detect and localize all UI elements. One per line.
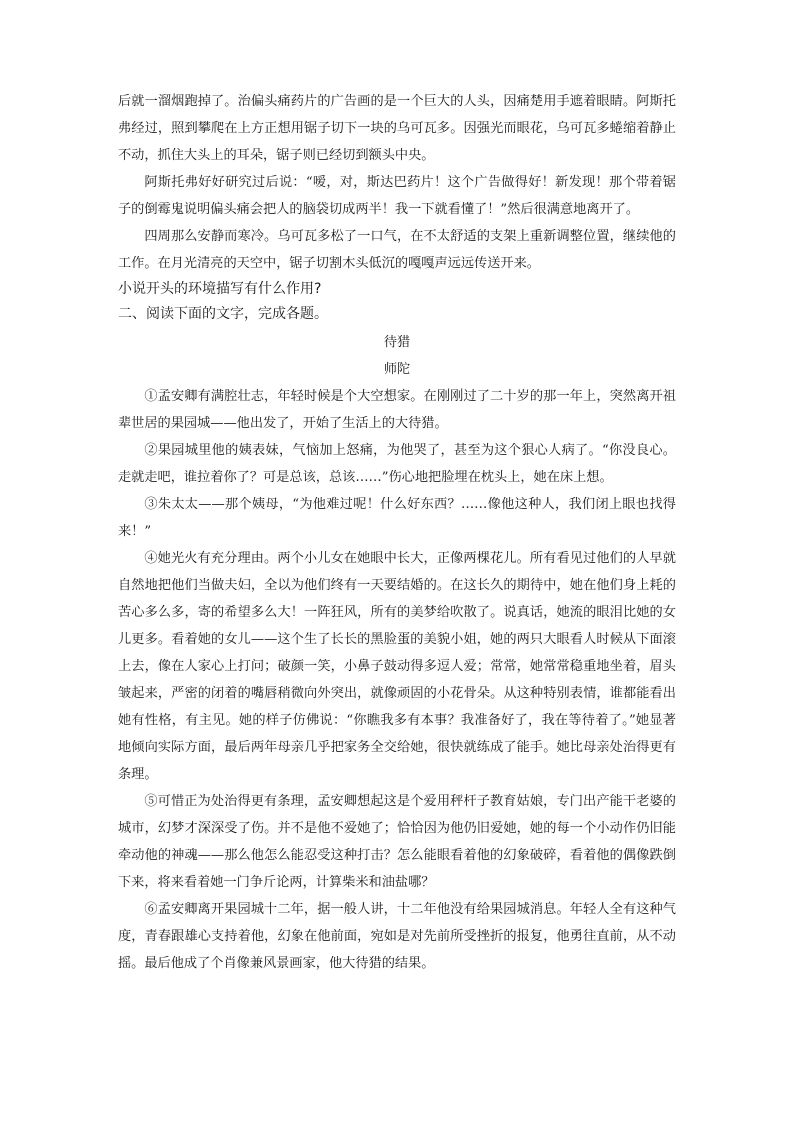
passage2-paragraph-5: ⑤可惜正为处治得更有条理，孟安卿想起这是个爱用秤杆子教育姑娘，专门出产能干老婆的城市，幻梦才深深受了伤。并不是他不爱她了；恰恰因为他仍旧爱她，她的每一个小动作仍旧能牵动他的神魂——那么他怎么能忍受这种打击？怎么能眼看着他的幻象破碎，看着他的偶像跌倒下来，将来看着她一门争斤论两，计算柴米和油盐哪？ bbox=[118, 794, 676, 890]
passage1-paragraph-3: 四周那么安静而寒冷。乌可瓦多松了一口气，在不太舒适的支架上重新调整位置，继续他的工作。在月光清亮的天空中，锯子切割木头低沉的嘎嘎声远远传送开来。 bbox=[118, 229, 676, 271]
question-1: 小说开头的环境描写有什么作用? bbox=[118, 281, 322, 297]
passage1-paragraph-1: 后就一溜烟跑掉了。治偏头痛药片的广告画的是一个巨大的人头，因痛楚用手遮着眼睛。阿斯托弗经过，照到攀爬在上方正想用锯子切下一块的乌可瓦多。因强光而眼花，乌可瓦多蜷缩着静止不动，抓住大头上的耳朵，锯子则已经切到额头中央。 bbox=[118, 94, 676, 163]
document-page bbox=[118, 88, 676, 977]
passage2-paragraph-2: ②果园城里他的姨表妹，气恼加上怒痛，为他哭了，甚至为这个狠心人病了。“你没良心。走就走吧，谁拉着你了？可是总该，总该……”伤心地把脸埋在枕头上，她在床上想。 bbox=[118, 443, 676, 485]
passage1-paragraph-2: 阿斯托弗好好研究过后说：“嗳，对，斯达巴药片！这个广告做得好！新发现！那个带着锯子的倒霉鬼说明偏头痛会把人的脑袋切成两半！我一下就看懂了！”然后很满意地离开了。 bbox=[118, 175, 676, 217]
passage2-paragraph-6: ⑥孟安卿离开果园城十二年，据一般人讲，十二年他没有给果园城消息。年轻人全有这种气度，青春跟雄心支持着他，幻象在他前面，宛如是对先前所受挫折的报复，他勇往直前，从不动摇。最后他成了个肖像兼风景画家，他大待猎的结果。 bbox=[118, 902, 676, 971]
passage2-paragraph-1: ①孟安卿有满腔壮志，年轻时候是个大空想家。在刚刚过了二十岁的那一年上，突然离开祖辈世居的果园城——他出发了，开始了生活上的大待猎。 bbox=[118, 389, 676, 431]
story-title: 待猎 bbox=[383, 335, 411, 350]
story-author: 师陀 bbox=[383, 362, 411, 377]
section-2-heading: 二、阅读下面的文字，完成各题。 bbox=[118, 306, 328, 322]
passage2-paragraph-3: ③朱太太——那个姨母，“为他难过呢！什么好东西？……像他这种人，我们闭上眼也找得来！” bbox=[118, 497, 676, 539]
passage2-paragraph-4: ④她光火有充分理由。两个小儿女在她眼中长大，正像两棵花儿。所有看见过他们的人早就自然地把他们当做夫妇，全以为他们终有一天要结婚的。在这长久的期待中，她在他们身上耗的苦心多么多，寄的希望多么大！一阵狂风，所有的美梦给吹散了。说真话，她流的眼泪比她的女儿更多。看着她的女儿——这个生了长长的黑脸蛋的美貌小姐，她的两只大眼看人时候从下面滚上去，像在人家心上打问；破颜一笑，小鼻子鼓动得多逗人爱；常常，她常常稳重地坐着，眉头皱起来，严密的闭着的嘴唇稍微向外突出，就像顽固的小花骨朵。从这种特别表情，谁都能看出她有性格，有主见。她的样子仿佛说：“你瞧我多有本事？我准备好了，我在等待着了。”她显著地倾向实际方面，最后两年母亲几乎把家务全交给她，很快就练成了能手。她比母亲处治得更有条理。 bbox=[118, 551, 676, 782]
